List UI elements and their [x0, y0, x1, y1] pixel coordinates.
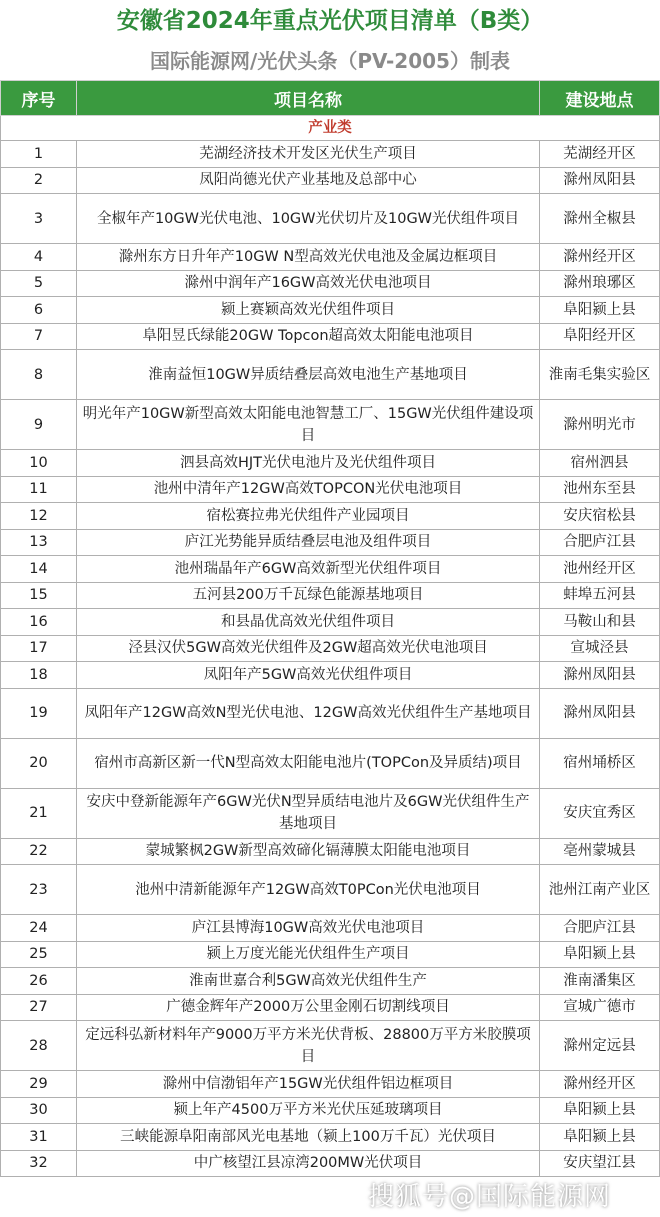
table-row — [1, 194, 660, 244]
project-location: 滁州琅琊区 — [540, 270, 660, 297]
row-number: 11 — [1, 476, 77, 503]
project-name: 安庆中登新能源年产6GW光伏N型异质结电池片及6GW光伏组件生产基地项目 — [77, 788, 540, 838]
table-row — [1, 323, 660, 350]
project-location: 滁州经开区 — [540, 1071, 660, 1098]
row-number: 10 — [1, 450, 77, 477]
table-row — [1, 350, 660, 400]
project-location: 滁州凤阳县 — [540, 688, 660, 738]
row-number: 27 — [1, 994, 77, 1021]
table-row — [1, 635, 660, 662]
project-location: 池州江南产业区 — [540, 865, 660, 915]
project-location: 滁州凤阳县 — [540, 167, 660, 194]
project-name: 滁州中润年产16GW高效光伏电池项目 — [77, 270, 540, 297]
project-name: 颍上万度光能光伏组件生产项目 — [77, 941, 540, 968]
row-number: 26 — [1, 968, 77, 995]
project-name: 中广核望江县凉湾200MW光伏项目 — [77, 1150, 540, 1177]
project-location: 亳州蒙城县 — [540, 838, 660, 865]
table-row — [1, 297, 660, 324]
watermark: 搜狐号@国际能源网 — [368, 1182, 612, 1212]
header-name: 项目名称 — [77, 81, 540, 116]
row-number: 22 — [1, 838, 77, 865]
project-name: 明光年产10GW新型高效太阳能电池智慧工厂、15GW光伏组件建设项目 — [77, 400, 540, 450]
project-location: 滁州经开区 — [540, 244, 660, 271]
project-location: 滁州凤阳县 — [540, 662, 660, 689]
table-row — [1, 244, 660, 271]
project-name: 五河县200万千瓦绿色能源基地项目 — [77, 582, 540, 609]
project-name: 定远科弘新材料年产9000万平方米光伏背板、28800万平方米胶膜项目 — [77, 1021, 540, 1071]
project-location: 淮南毛集实验区 — [540, 350, 660, 400]
table-row — [1, 582, 660, 609]
table-row — [1, 1150, 660, 1177]
project-name: 芜湖经济技术开发区光伏生产项目 — [77, 141, 540, 168]
table-row — [1, 1021, 660, 1071]
page-subtitle: 国际能源网/光伏头条（PV-2005）制表 — [150, 49, 510, 73]
project-name: 凤阳尚德光伏产业基地及总部中心 — [77, 167, 540, 194]
table-row — [1, 270, 660, 297]
project-location: 宿州泗县 — [540, 450, 660, 477]
row-number: 23 — [1, 865, 77, 915]
project-name: 池州瑞晶年产6GW高效新型光伏组件项目 — [77, 556, 540, 583]
project-name: 颍上年产4500万平方米光伏压延玻璃项目 — [77, 1097, 540, 1124]
project-name: 凤阳年产5GW高效光伏组件项目 — [77, 662, 540, 689]
table-row — [1, 529, 660, 556]
project-location: 阜阳颍上县 — [540, 941, 660, 968]
table-row — [1, 167, 660, 194]
table-row — [1, 688, 660, 738]
row-number: 7 — [1, 323, 77, 350]
project-name: 泗县高效HJT光伏电池片及光伏组件项目 — [77, 450, 540, 477]
project-location: 阜阳颍上县 — [540, 297, 660, 324]
project-location: 阜阳经开区 — [540, 323, 660, 350]
table-row — [1, 450, 660, 477]
project-location: 安庆望江县 — [540, 1150, 660, 1177]
project-name: 滁州东方日升年产10GW N型高效光伏电池及金属边框项目 — [77, 244, 540, 271]
table-row — [1, 738, 660, 788]
row-number: 28 — [1, 1021, 77, 1071]
row-number: 16 — [1, 609, 77, 636]
table-row — [1, 994, 660, 1021]
row-number: 2 — [1, 167, 77, 194]
table-header-row — [1, 81, 660, 116]
project-name: 滁州中信渤铝年产15GW光伏组件铝边框项目 — [77, 1071, 540, 1098]
project-name: 庐江县博海10GW高效光伏电池项目 — [77, 915, 540, 942]
row-number: 18 — [1, 662, 77, 689]
project-location: 安庆宜秀区 — [540, 788, 660, 838]
table-row — [1, 556, 660, 583]
project-location: 淮南潘集区 — [540, 968, 660, 995]
project-location: 阜阳颍上县 — [540, 1097, 660, 1124]
row-number: 1 — [1, 141, 77, 168]
row-number: 29 — [1, 1071, 77, 1098]
row-number: 9 — [1, 400, 77, 450]
project-name: 颍上赛颖高效光伏组件项目 — [77, 297, 540, 324]
project-location: 滁州明光市 — [540, 400, 660, 450]
project-location: 阜阳颍上县 — [540, 1124, 660, 1151]
project-name: 宿州市高新区新一代N型高效太阳能电池片(TOPCon及异质结)项目 — [77, 738, 540, 788]
category-label: 产业类 — [1, 116, 660, 141]
row-number: 6 — [1, 297, 77, 324]
row-number: 32 — [1, 1150, 77, 1177]
project-name: 淮南世嘉合利5GW高效光伏组件生产 — [77, 968, 540, 995]
table-row — [1, 941, 660, 968]
project-name: 三峡能源阜阳南部风光电基地（颍上100万千瓦）光伏项目 — [77, 1124, 540, 1151]
row-number: 15 — [1, 582, 77, 609]
header-location: 建设地点 — [540, 81, 660, 116]
row-number: 21 — [1, 788, 77, 838]
project-location: 合肥庐江县 — [540, 915, 660, 942]
project-table — [0, 80, 660, 1177]
row-number: 8 — [1, 350, 77, 400]
row-number: 25 — [1, 941, 77, 968]
category-row — [1, 116, 660, 141]
row-number: 14 — [1, 556, 77, 583]
row-number: 19 — [1, 688, 77, 738]
project-name: 池州中清年产12GW高效TOPCON光伏电池项目 — [77, 476, 540, 503]
table-row — [1, 838, 660, 865]
header-no: 序号 — [1, 81, 77, 116]
project-name: 池州中清新能源年产12GW高效T0PCon光伏电池项目 — [77, 865, 540, 915]
row-number: 20 — [1, 738, 77, 788]
table-row — [1, 400, 660, 450]
project-name: 庐江光势能异质结叠层电池及组件项目 — [77, 529, 540, 556]
project-name: 广德金辉年产2000万公里金刚石切割线项目 — [77, 994, 540, 1021]
project-location: 池州东至县 — [540, 476, 660, 503]
row-number: 17 — [1, 635, 77, 662]
project-location: 马鞍山和县 — [540, 609, 660, 636]
project-name: 全椒年产10GW光伏电池、10GW光伏切片及10GW光伏组件项目 — [77, 194, 540, 244]
project-name: 和县晶优高效光伏组件项目 — [77, 609, 540, 636]
row-number: 30 — [1, 1097, 77, 1124]
project-location: 滁州定远县 — [540, 1021, 660, 1071]
row-number: 24 — [1, 915, 77, 942]
table-row — [1, 476, 660, 503]
table-row — [1, 503, 660, 530]
project-location: 宿州埇桥区 — [540, 738, 660, 788]
table-row — [1, 609, 660, 636]
table-row — [1, 1071, 660, 1098]
project-name: 宿松赛拉弗光伏组件产业园项目 — [77, 503, 540, 530]
project-name: 阜阳昱氏绿能20GW Topcon超高效太阳能电池项目 — [77, 323, 540, 350]
project-location: 宣城广德市 — [540, 994, 660, 1021]
project-name: 泾县汉伏5GW高效光伏组件及2GW超高效光伏电池项目 — [77, 635, 540, 662]
project-name: 蒙城繁枫2GW新型高效碲化镉薄膜太阳能电池项目 — [77, 838, 540, 865]
project-location: 池州经开区 — [540, 556, 660, 583]
project-location: 芜湖经开区 — [540, 141, 660, 168]
table-row — [1, 141, 660, 168]
table-row — [1, 915, 660, 942]
table-row — [1, 968, 660, 995]
page-title: 安徽省2024年重点光伏项目清单（B类） — [116, 8, 544, 34]
project-location: 蚌埠五河县 — [540, 582, 660, 609]
row-number: 5 — [1, 270, 77, 297]
project-name: 淮南益恒10GW异质结叠层高效电池生产基地项目 — [77, 350, 540, 400]
project-location: 安庆宿松县 — [540, 503, 660, 530]
project-location: 合肥庐江县 — [540, 529, 660, 556]
table-row — [1, 1124, 660, 1151]
table-row — [1, 1097, 660, 1124]
row-number: 13 — [1, 529, 77, 556]
project-location: 宣城泾县 — [540, 635, 660, 662]
row-number: 3 — [1, 194, 77, 244]
table-row — [1, 865, 660, 915]
table-row — [1, 662, 660, 689]
project-location: 滁州全椒县 — [540, 194, 660, 244]
row-number: 31 — [1, 1124, 77, 1151]
table-row — [1, 788, 660, 838]
project-name: 凤阳年产12GW高效N型光伏电池、12GW高效光伏组件生产基地项目 — [77, 688, 540, 738]
row-number: 12 — [1, 503, 77, 530]
row-number: 4 — [1, 244, 77, 271]
